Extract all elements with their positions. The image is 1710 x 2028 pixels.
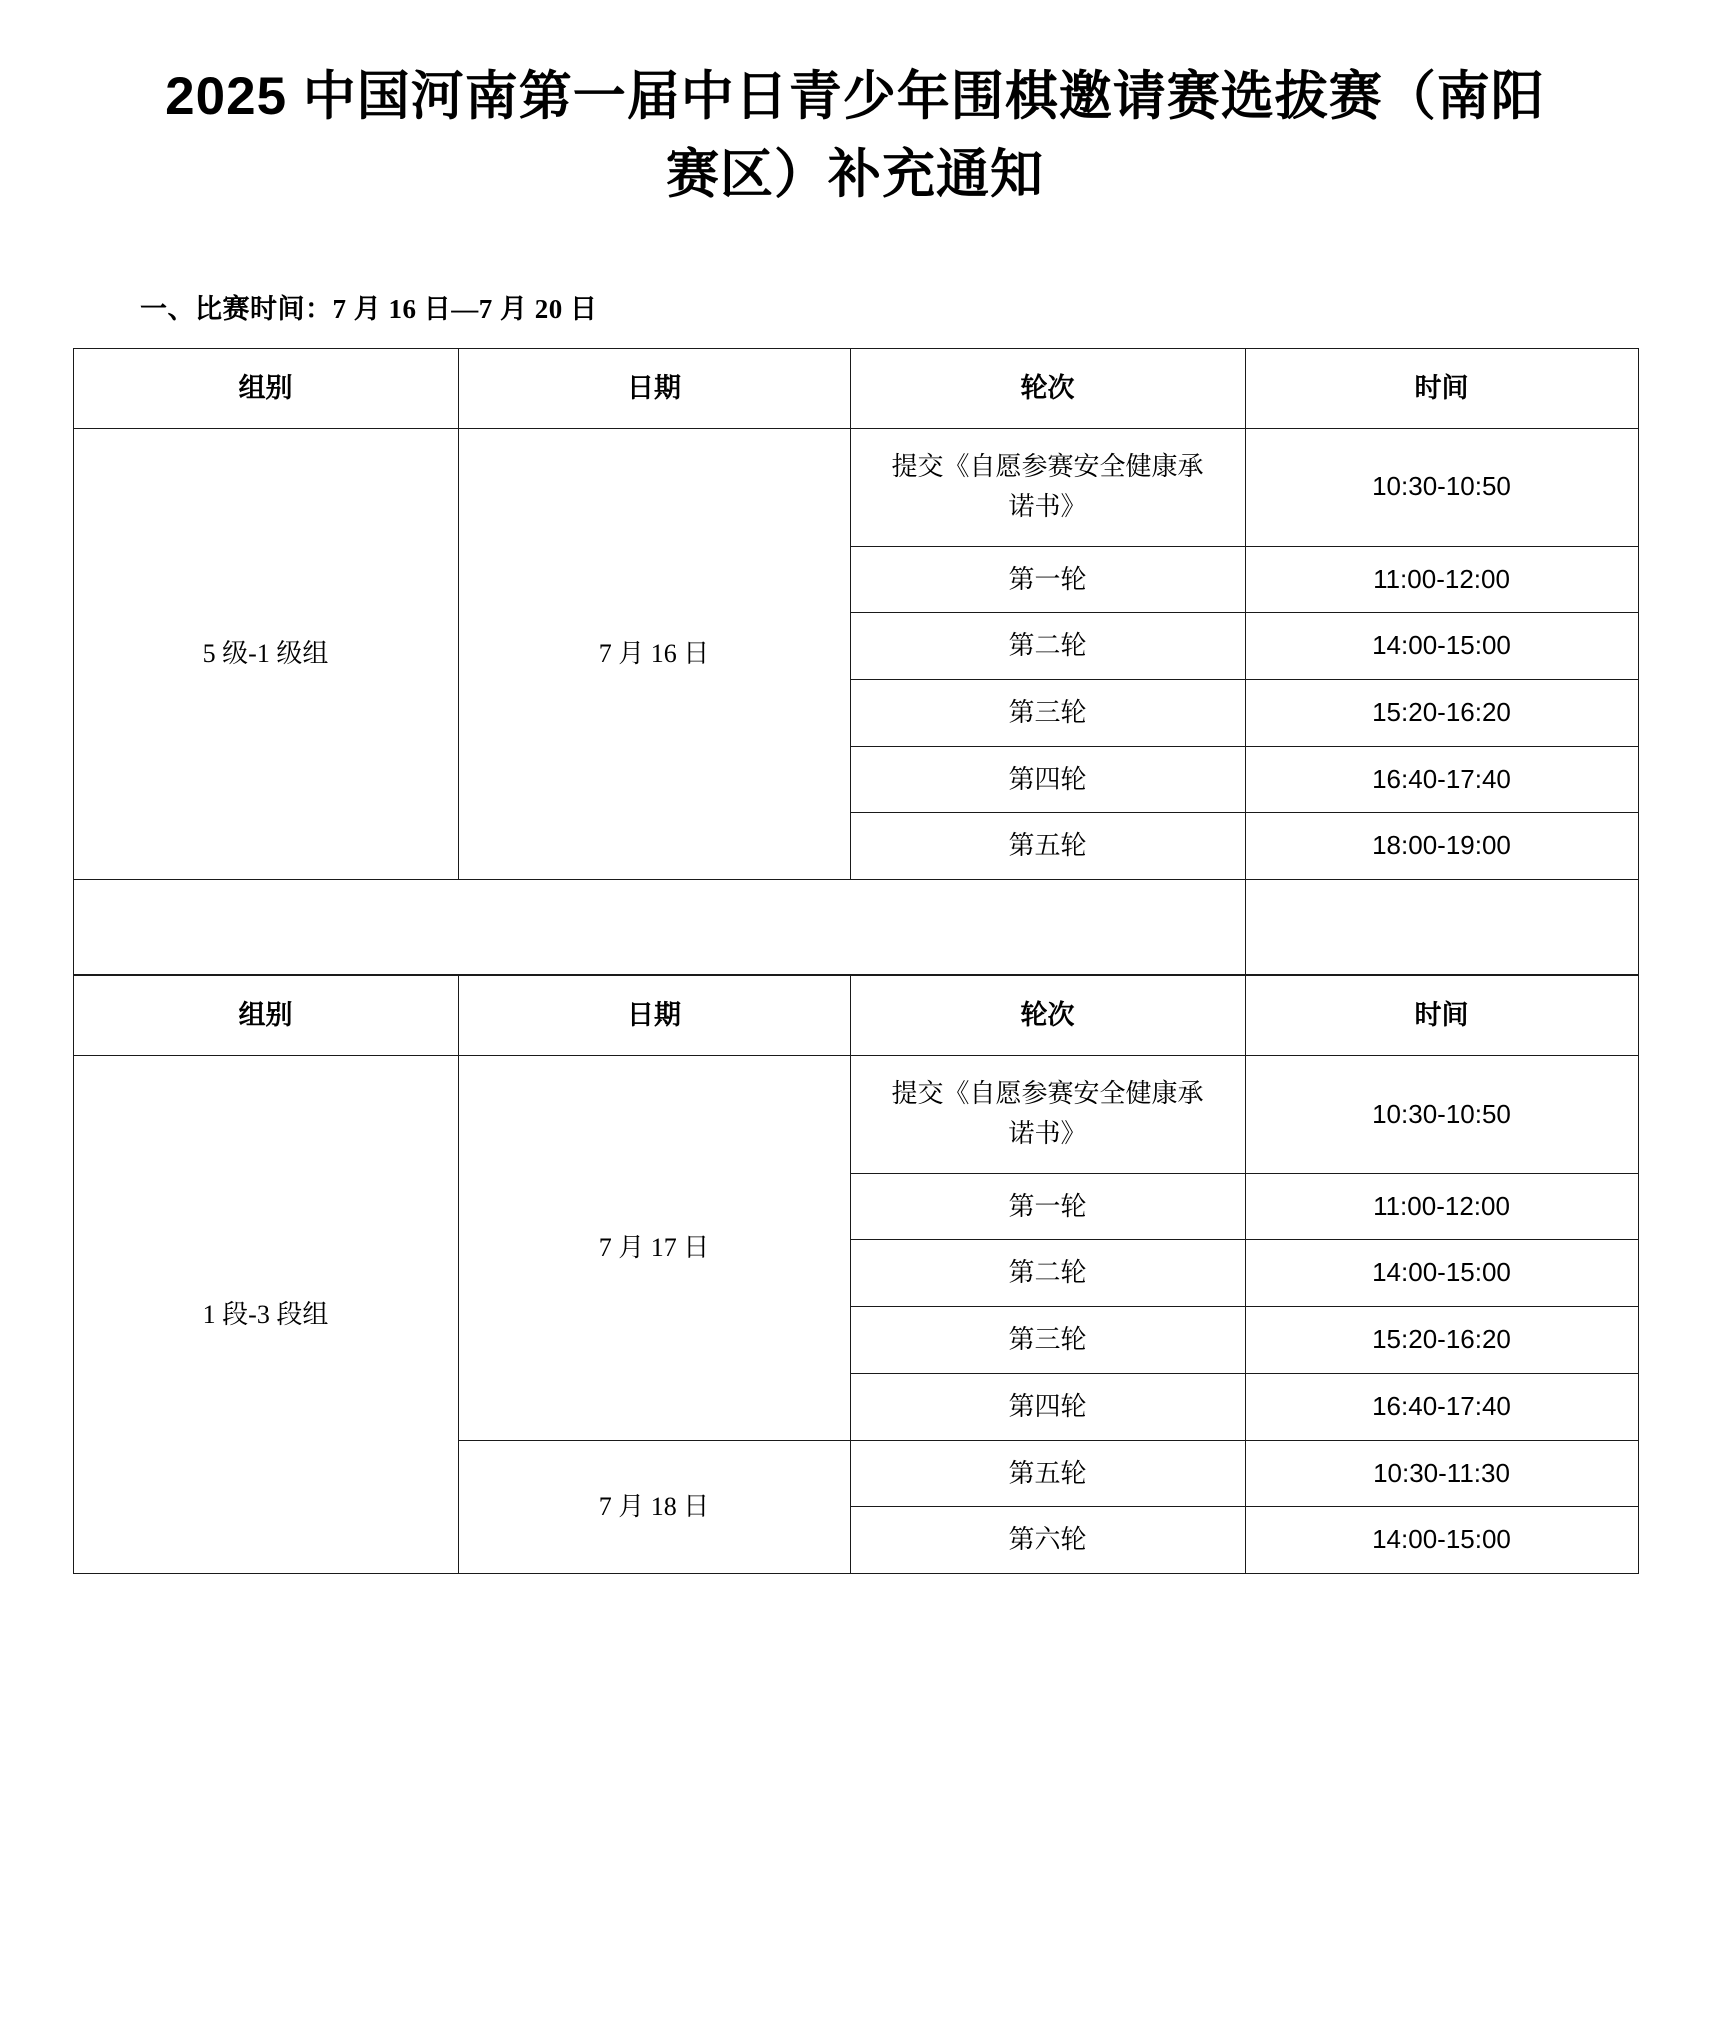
column-header-date: 日期 [458,348,850,428]
table-header-row [73,976,1638,1056]
cell-group: 5 级-1 级组 [73,429,458,880]
column-header-time: 时间 [1245,348,1638,428]
cell-round: 提交《自愿参赛安全健康承诺书》 [850,1056,1245,1174]
table-header-row [73,348,1638,428]
schedule-table-2 [73,975,1639,1574]
cell-date: 7 月 17 日 [458,1056,850,1440]
cell-round: 第一轮 [850,546,1245,613]
schedule-table-1-wrapper [73,348,1638,975]
column-header-date: 日期 [458,976,850,1056]
schedule-table-1 [73,348,1639,975]
cell-time: 10:30-10:50 [1245,1056,1638,1174]
schedule-table-2-wrapper [73,975,1638,1574]
cell-round: 第五轮 [850,813,1245,880]
cell-date: 7 月 16 日 [458,429,850,880]
cell-round: 第五轮 [850,1440,1245,1507]
spacer-cell-right [1245,880,1638,975]
cell-round: 第六轮 [850,1507,1245,1574]
column-header-group: 组别 [73,348,458,428]
page-title: 2025 中国河南第一届中日青少年围棋邀请赛选拔赛（南阳赛区）补充通知 [165,67,1545,205]
cell-round: 第四轮 [850,746,1245,813]
spacer-cell-left [73,880,1245,975]
cell-round: 提交《自愿参赛安全健康承诺书》 [850,429,1245,547]
cell-time: 14:00-15:00 [1245,613,1638,680]
cell-time: 16:40-17:40 [1245,746,1638,813]
cell-time: 14:00-15:00 [1245,1507,1638,1574]
cell-round: 第四轮 [850,1373,1245,1440]
section-heading-competition-time: 一、比赛时间：7 月 16 日—7 月 20 日 [140,293,598,324]
cell-time: 10:30-11:30 [1245,1440,1638,1507]
table-row [73,429,1638,547]
cell-time: 10:30-10:50 [1245,429,1638,547]
column-header-time: 时间 [1245,976,1638,1056]
cell-round: 第三轮 [850,1307,1245,1374]
column-header-group: 组别 [73,976,458,1056]
cell-round: 第二轮 [850,613,1245,680]
cell-time: 11:00-12:00 [1245,1173,1638,1240]
table-spacer-row [73,880,1638,975]
column-header-round: 轮次 [850,976,1245,1056]
cell-time: 15:20-16:20 [1245,1307,1638,1374]
cell-group: 1 段-3 段组 [73,1056,458,1574]
cell-time: 15:20-16:20 [1245,679,1638,746]
column-header-round: 轮次 [850,348,1245,428]
cell-round: 第三轮 [850,679,1245,746]
table-row [73,1056,1638,1174]
cell-round: 第一轮 [850,1173,1245,1240]
cell-round: 第二轮 [850,1240,1245,1307]
cell-time: 18:00-19:00 [1245,813,1638,880]
cell-time: 11:00-12:00 [1245,546,1638,613]
cell-time: 14:00-15:00 [1245,1240,1638,1307]
cell-date: 7 月 18 日 [458,1440,850,1573]
cell-time: 16:40-17:40 [1245,1373,1638,1440]
